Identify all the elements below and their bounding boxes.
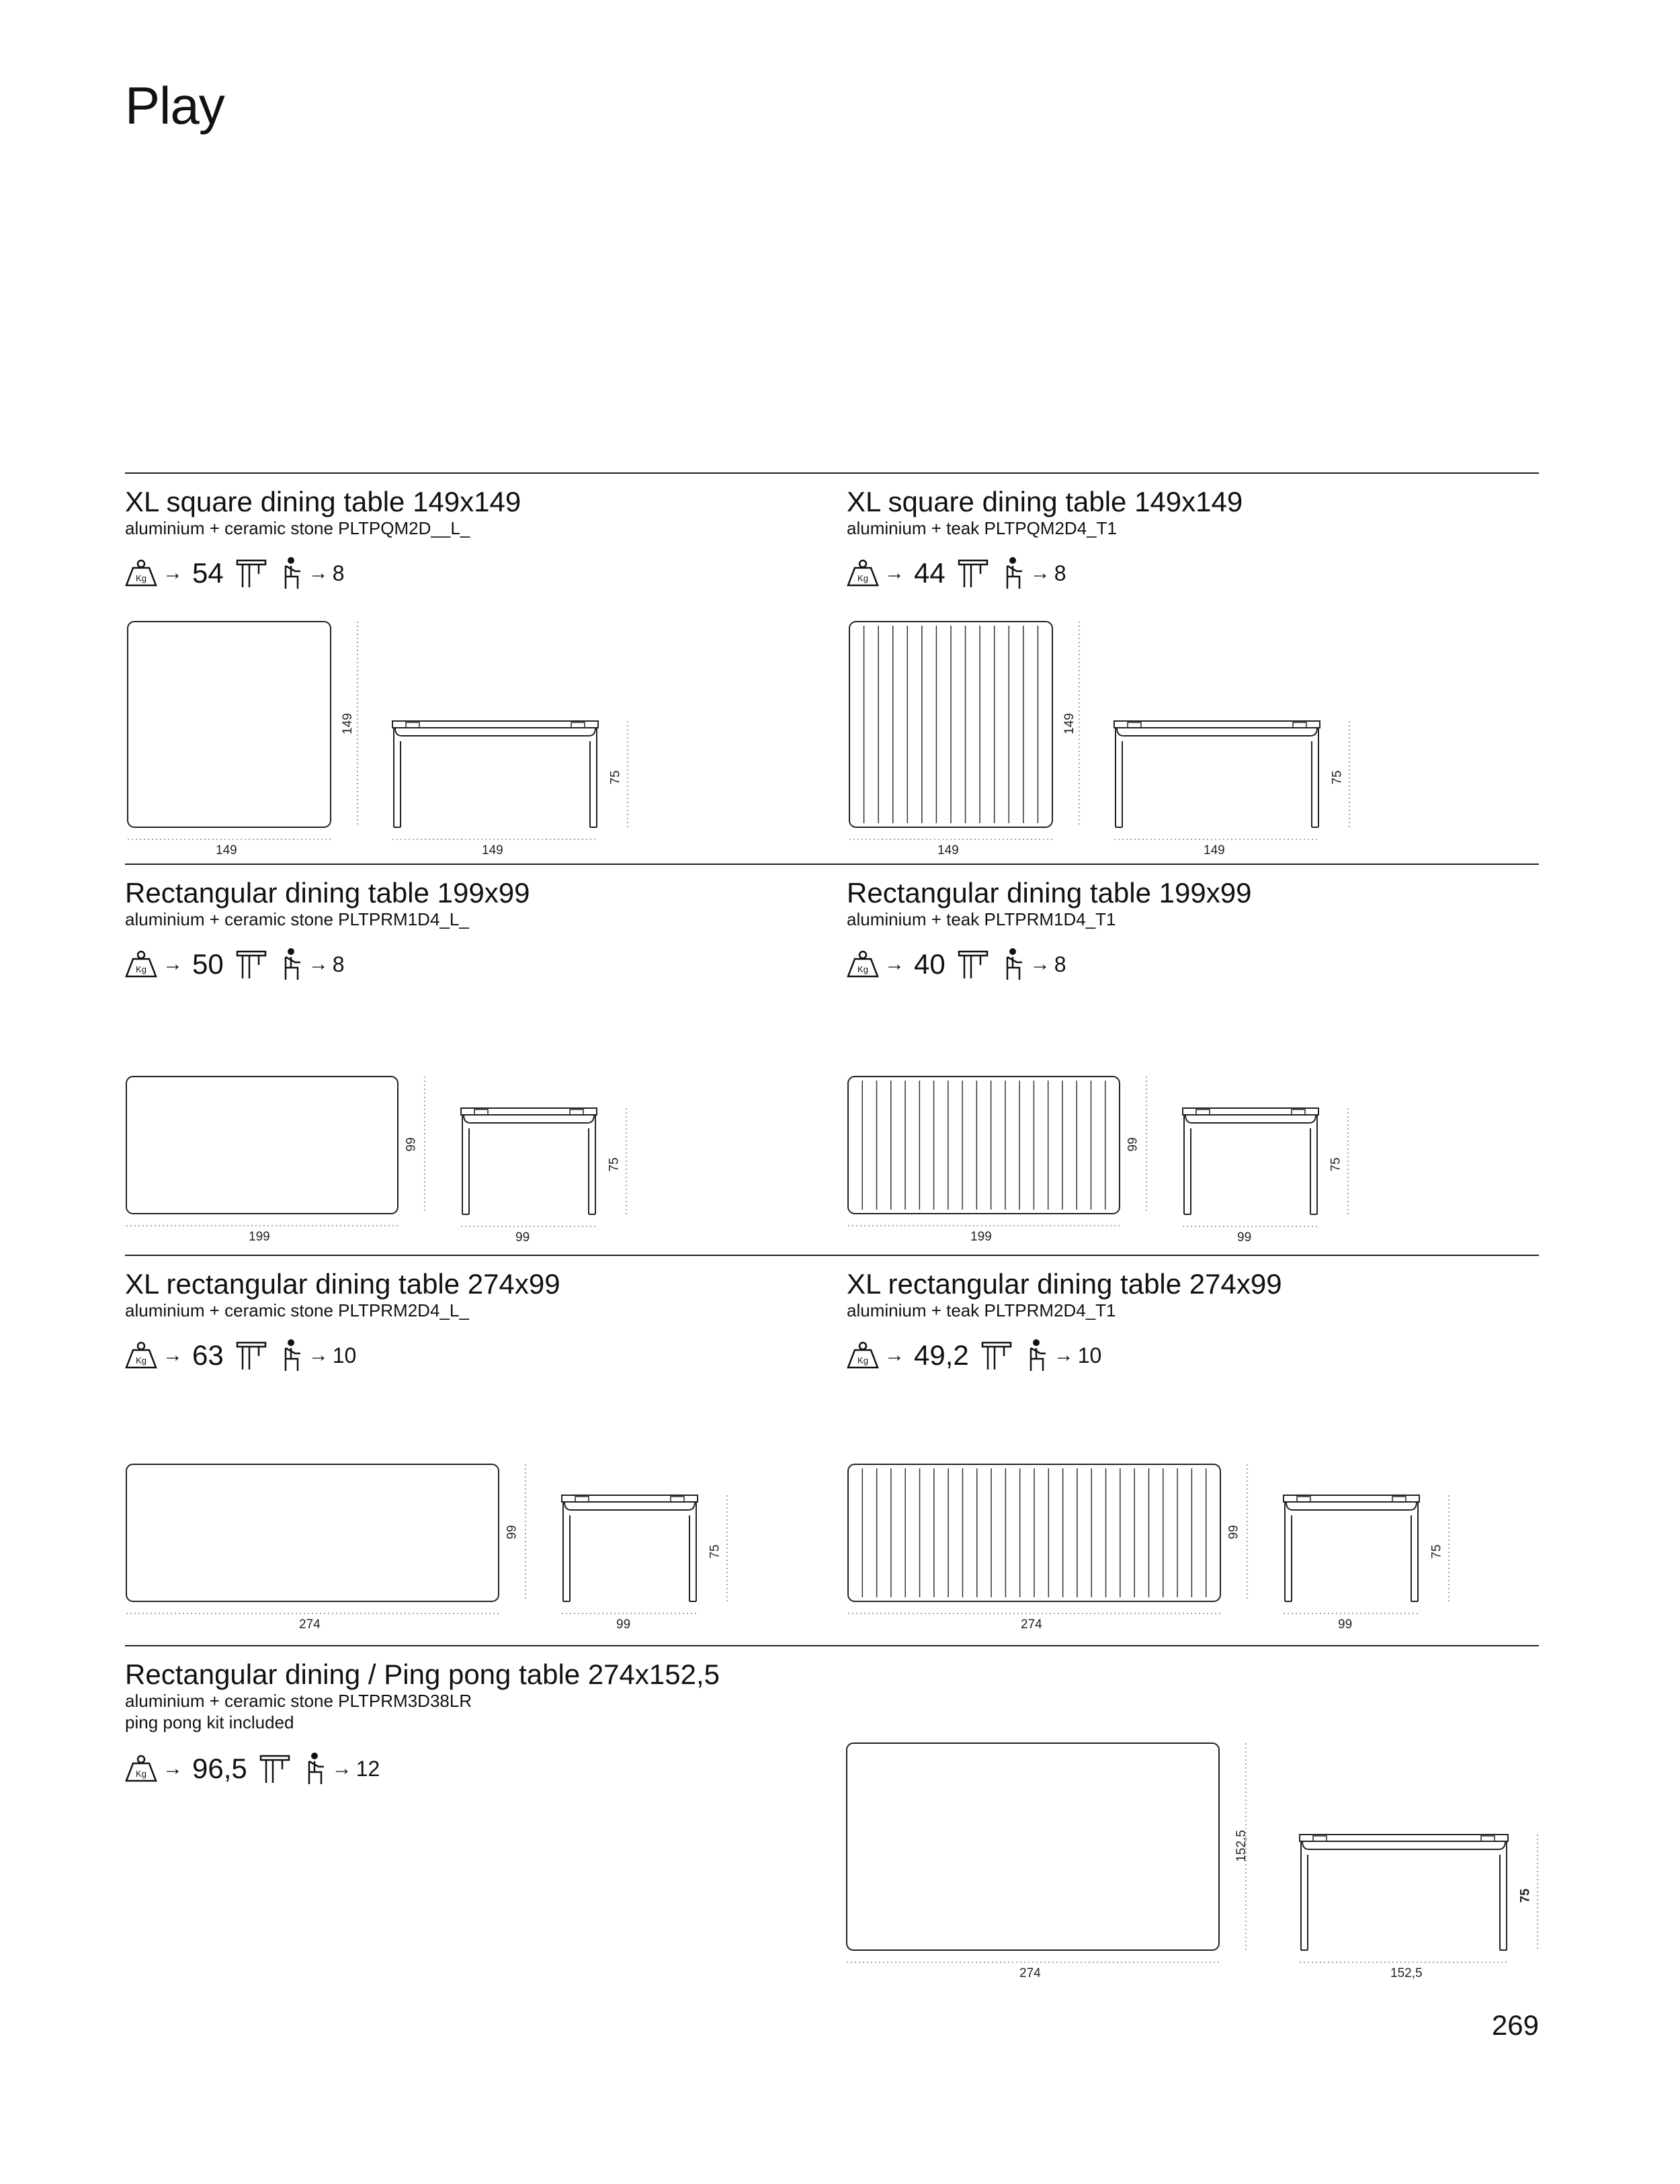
product-card [125,1646,1543,2036]
seating-capacity: 10 [332,1343,357,1368]
product-material-code: aluminium + ceramic stone PLTPRM1D4_L_ [125,909,469,929]
dim-top-width: 199 [249,1230,270,1244]
dim-height: 75 [1330,770,1345,785]
technical-drawing [125,865,810,1255]
table-top-plan [128,622,331,827]
product-material-code: aluminium + ceramic stone PLTPRM2D4_L_ [125,1300,469,1320]
arrow-glyph: → [163,1757,183,1779]
teak-slats [862,1468,1206,1597]
side-elevation [392,721,598,827]
dim-top-depth: 149 [1062,713,1077,734]
product-title: Rectangular dining table 199x99 [125,877,530,909]
table-top-plan [848,1077,1120,1214]
side-elevation [1114,721,1320,827]
dim-top-depth: 152,5 [1234,1830,1249,1862]
table-top-plan [126,1077,398,1214]
svg-text:Kg: Kg [857,964,868,974]
arrow-glyph: → [163,1344,183,1366]
dim-top-width: 199 [970,1230,992,1244]
arrow-glyph: → [163,562,183,584]
weight-value: 40 [914,948,946,980]
svg-text:Kg: Kg [136,964,146,974]
technical-drawing [125,474,810,864]
svg-text:Kg: Kg [136,573,146,583]
dim-side-width: 99 [515,1230,530,1245]
dim-height: 75 [1429,1544,1444,1559]
arrow-glyph: → [308,562,329,584]
product-card [847,865,1532,1255]
product-title: Rectangular dining / Ping pong table 274x152,5 [125,1658,720,1690]
weight-value: 44 [914,557,946,589]
dim-top-depth: 99 [1226,1525,1241,1540]
product-material-code: aluminium + teak PLTPQM2D4_T1 [847,518,1117,538]
weight-value: 50 [192,948,224,980]
side-elevation [1284,1495,1419,1601]
product-title: XL rectangular dining table 274x99 [847,1268,1282,1300]
dim-top-width: 274 [299,1618,321,1632]
table-top-plan [847,1743,1219,1950]
dim-top-width: 274 [1019,1966,1041,1980]
product-material-code: aluminium + teak PLTPRM2D4_T1 [847,1300,1116,1320]
page-title: Play [125,76,224,135]
dim-top-depth: 99 [505,1525,519,1540]
product-card [125,865,810,1255]
dim-height: 75 [607,1157,622,1172]
side-elevation [1183,1108,1318,1214]
arrow-glyph: → [308,1344,329,1366]
arrow-glyph: → [1030,562,1050,584]
arrow-glyph: → [884,953,905,975]
seating-capacity: 8 [1054,952,1066,976]
weight-value: 49,2 [914,1339,969,1371]
technical-drawing [847,474,1532,864]
seating-capacity: 8 [332,952,345,976]
arrow-glyph: → [1030,953,1050,975]
svg-text:Kg: Kg [136,1355,146,1366]
svg-text:Kg: Kg [857,1355,868,1366]
table-top-plan [126,1464,499,1601]
product-material-code: aluminium + ceramic stone PLTPQM2D__L_ [125,518,470,538]
seating-capacity: 12 [355,1756,380,1781]
dim-side-width: 149 [1204,843,1225,857]
seating-capacity: 8 [1054,560,1066,585]
dim-height: 75 [1329,1157,1343,1172]
product-title: XL square dining table 149x149 [125,486,521,517]
product-material-code: aluminium + ceramic stone PLTPRM3D38LR [125,1691,472,1711]
weight-value: 96,5 [192,1753,247,1784]
dim-top-width: 149 [216,843,237,857]
arrow-glyph: → [1053,1344,1074,1366]
technical-drawing [125,1646,1543,2036]
product-card [847,474,1532,864]
product-card [847,1256,1532,1646]
product-card [125,1256,810,1646]
product-material-code: aluminium + teak PLTPRM1D4_T1 [847,909,1116,929]
teak-slats [862,1081,1105,1210]
dim-side-width: 99 [616,1618,631,1632]
arrow-glyph: → [884,1344,905,1366]
dim-side-width: 149 [482,843,503,857]
arrow-glyph: → [163,953,183,975]
dim-top-depth: 99 [404,1137,419,1152]
technical-drawing [125,1256,810,1646]
product-title: XL square dining table 149x149 [847,486,1243,517]
dim-top-depth: 99 [1126,1137,1140,1152]
side-elevation [1300,1835,1508,1950]
dim-side-width: 99 [1237,1230,1252,1245]
teak-slats [864,626,1038,823]
seating-capacity: 10 [1077,1343,1102,1368]
arrow-glyph: → [331,1757,352,1779]
side-elevation [461,1108,597,1214]
technical-drawing [847,865,1532,1255]
svg-text:Kg: Kg [857,573,868,583]
dim-top-width: 274 [1021,1618,1042,1632]
dim-side-width: 99 [1338,1618,1353,1632]
weight-value: 54 [192,557,224,589]
dim-height: 75 [708,1544,722,1559]
product-card [125,474,810,864]
product-title: Rectangular dining table 199x99 [847,877,1252,909]
svg-text:Kg: Kg [136,1769,146,1779]
arrow-glyph: → [884,562,905,584]
product-title: XL rectangular dining table 274x99 [125,1268,560,1300]
page-number: 269 [1491,2009,1539,2041]
dim-top-width: 149 [937,843,959,857]
dim-side-width: 152,5 [1390,1966,1423,1980]
dim-top-depth: 149 [340,713,355,734]
product-note: ping pong kit included [125,1712,294,1732]
dim-height: 75 [608,770,623,785]
seating-capacity: 8 [332,560,345,585]
side-elevation [562,1495,698,1601]
arrow-glyph: → [308,953,329,975]
dim-height: 75 [1518,1888,1533,1903]
technical-drawing [847,1256,1532,1646]
weight-value: 63 [192,1339,224,1371]
